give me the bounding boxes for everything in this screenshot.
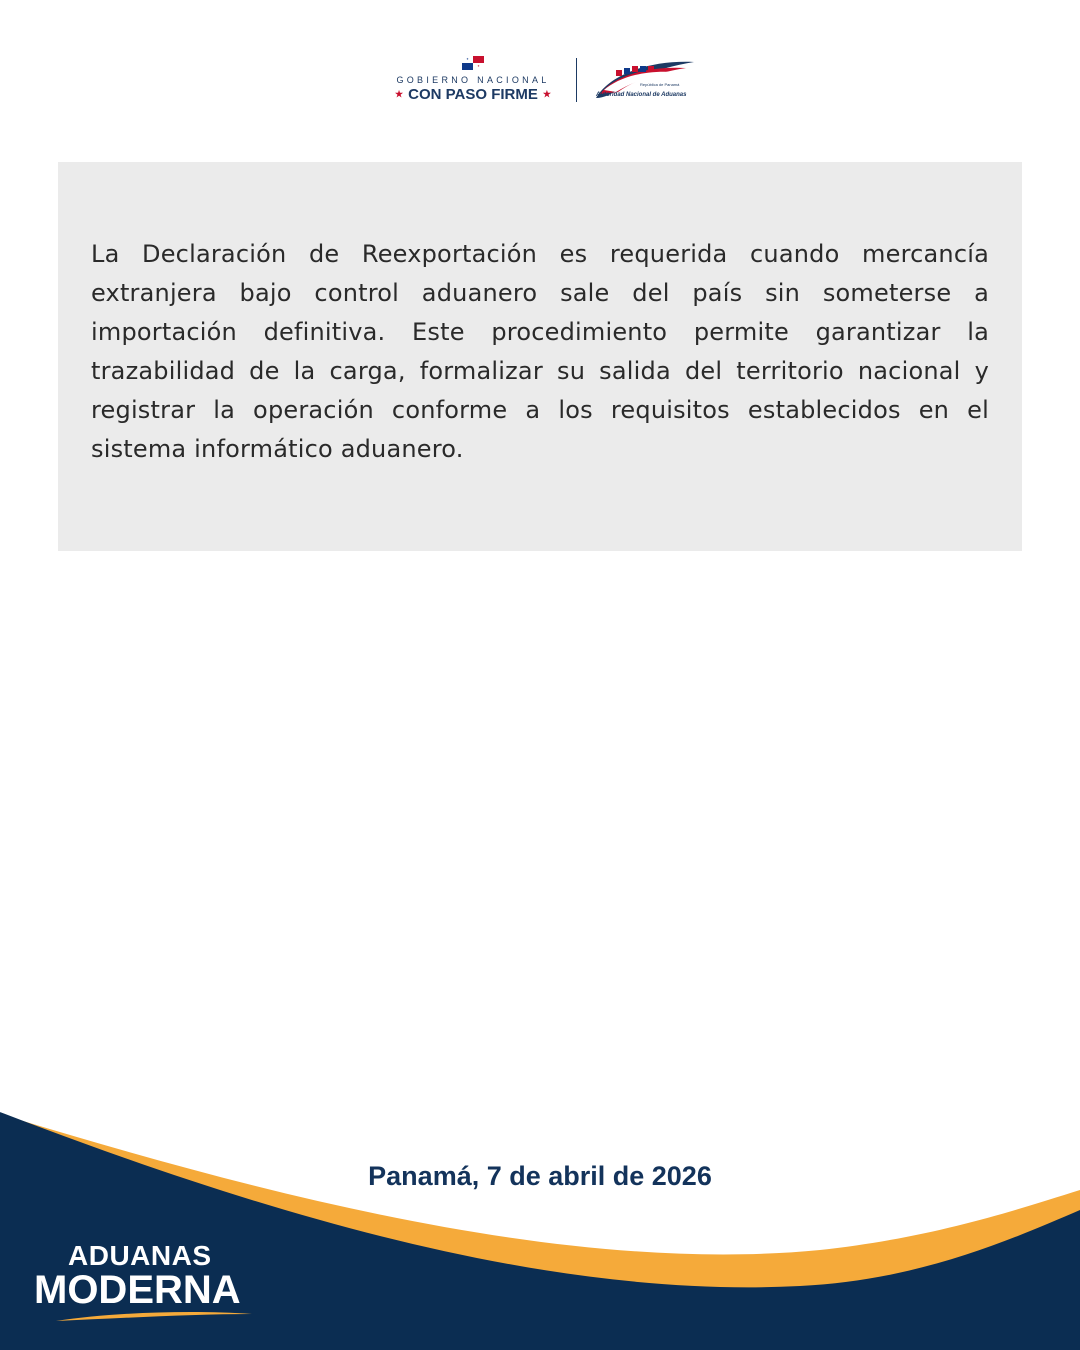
star-icon: ★ bbox=[395, 89, 404, 99]
ana-logo-name: Autoridad Nacional de Aduanas bbox=[596, 92, 687, 98]
brand-line2: MODERNA bbox=[34, 1268, 241, 1312]
aduanas-moderna-logo bbox=[34, 1240, 254, 1330]
star-icon: ★ bbox=[542, 89, 551, 99]
header-divider bbox=[576, 58, 577, 102]
gov-logo-line1: GOBIERNO NACIONAL bbox=[396, 75, 550, 85]
date-line: Panamá, 7 de abril de 2026 bbox=[368, 1161, 712, 1191]
gov-logo-line2 bbox=[380, 86, 566, 103]
content-card bbox=[58, 162, 1022, 551]
header bbox=[0, 52, 1080, 112]
gobierno-nacional-logo bbox=[380, 56, 566, 104]
brand-swoosh-icon bbox=[54, 1310, 254, 1324]
body-paragraph: La Declaración de Reexportación es requerida cuando mercancía extranjera bajo control aduanero sale del país sin someterse a importación definitiva. Este procedimiento permite garantizar la trazabilidad de la carga, formalizar su salida del territorio nacional y registrar la operación conforme a los requisitos establecidos en el sistema informático aduanero. bbox=[91, 240, 989, 463]
panama-flag-icon bbox=[462, 56, 484, 70]
brand-line1: ADUANAS bbox=[68, 1240, 212, 1271]
gov-logo-line2-text: CON PASO FIRME bbox=[408, 86, 538, 103]
ana-logo-subtitle: República de Panamá bbox=[640, 82, 680, 87]
